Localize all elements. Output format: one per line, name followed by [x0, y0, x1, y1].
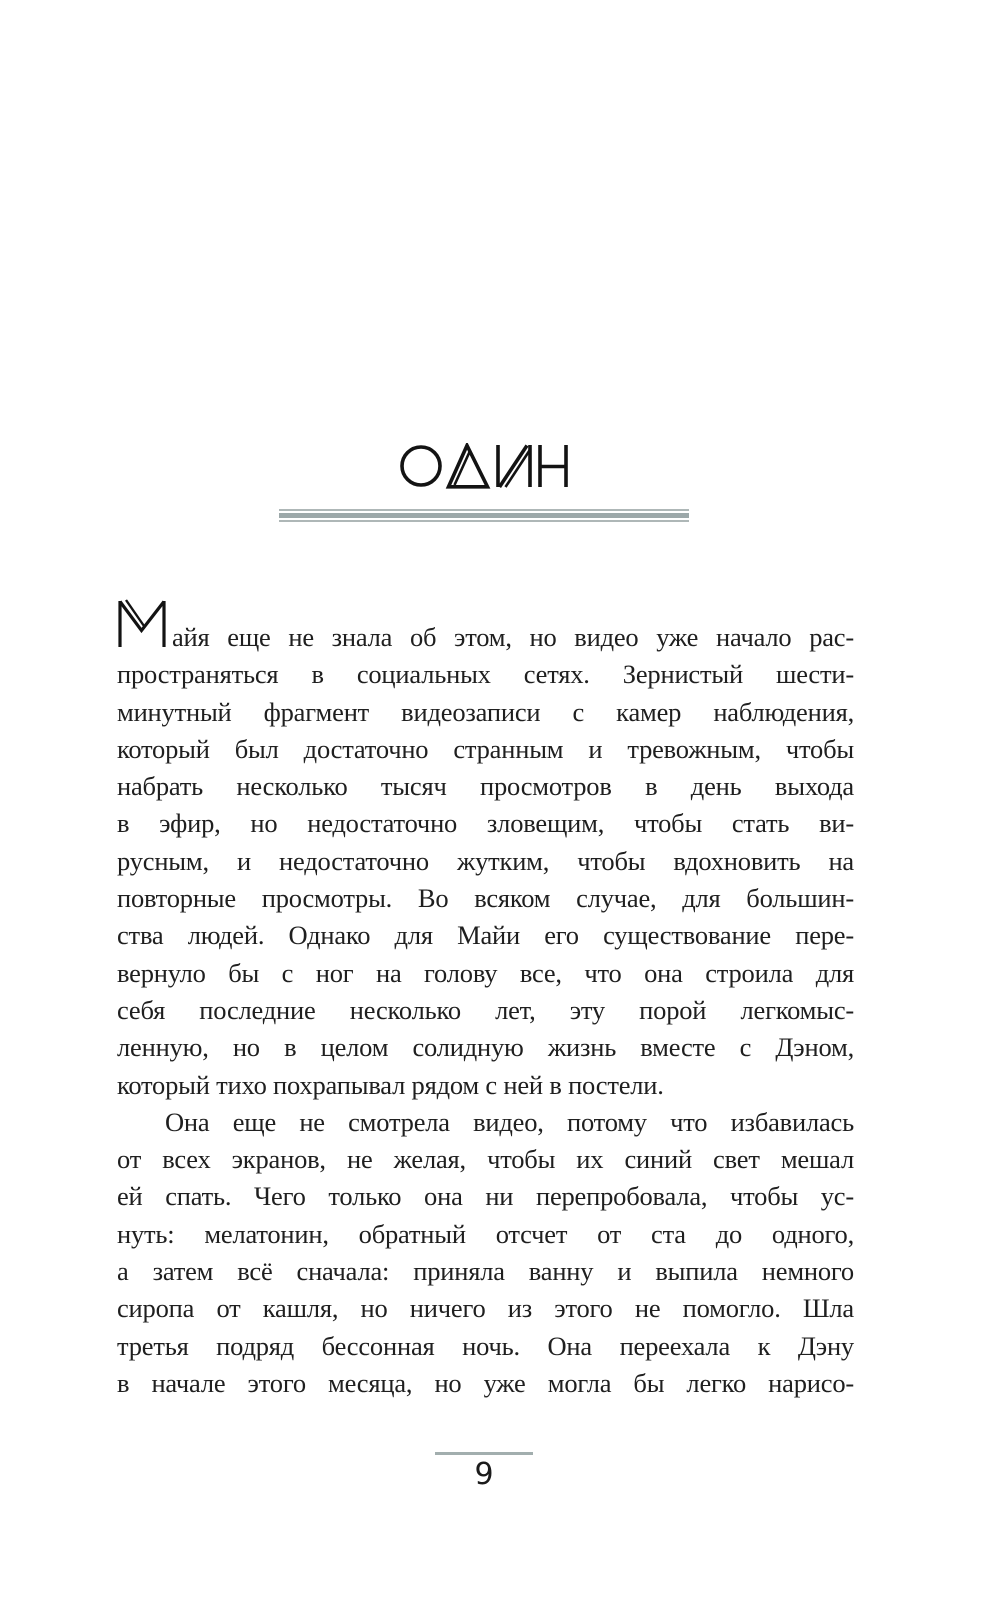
text-line: себя последние несколько лет, эту порой легкомыс-	[117, 994, 854, 1025]
text-line: от всех экранов, не желая, чтобы их синий свет мешал	[117, 1144, 854, 1175]
divider-line-top	[279, 509, 689, 511]
text-line: ства людей. Однако для Майи его существование пере-	[117, 920, 854, 951]
text-line: вернуло бы с ног на голову все, что она строила для	[117, 957, 854, 988]
text-line: минутный фрагмент видеозаписи с камер наблюдения,	[117, 696, 854, 727]
text-line: набрать несколько тысяч просмотров в день выхода	[117, 771, 854, 802]
divider-line-bottom	[279, 520, 689, 522]
text-line: пространяться в социальных сетях. Зернистый шести-	[117, 659, 854, 690]
text-line: русным, и недостаточно жутким, чтобы вдохновить на	[117, 845, 854, 876]
page-number: 9	[474, 1457, 494, 1492]
text-line: а затем всё сначала: приняла ванну и выпила немного	[117, 1256, 854, 1287]
divider-line-middle	[279, 513, 689, 518]
text-line: третья подряд бессонная ночь. Она переехала к Дэну	[117, 1330, 854, 1361]
body-text	[117, 619, 854, 1402]
footer-rule	[435, 1452, 533, 1455]
chapter-title-lettering	[400, 443, 568, 489]
text-line: ей спать. Чего только она ни перепробовала, чтобы ус-	[117, 1181, 854, 1212]
text-line: повторные просмотры. Во всяком случае, для большин-	[117, 883, 854, 914]
text-line: в эфир, но недостаточно зловещим, чтобы стать ви-	[117, 808, 854, 839]
text-line: нуть: мелатонин, обратный отсчет от ста до одного,	[117, 1218, 854, 1249]
text-line: который тихо похрапывал рядом с ней в постели.	[117, 1069, 664, 1100]
text-line: Она еще не смотрела видео, потому что избавилась	[165, 1106, 854, 1137]
text-line: в начале этого месяца, но уже могла бы легко нарисо-	[117, 1367, 854, 1398]
drop-cap-lettering	[117, 599, 167, 647]
text-line: ленную, но в целом солидную жизнь вместе с Дэном,	[117, 1032, 854, 1063]
text-line: айя еще не знала об этом, но видео уже начало рас-	[172, 622, 854, 652]
chapter-divider	[279, 509, 689, 522]
chapter-title	[400, 443, 568, 489]
text-line: который был достаточно странным и тревожным, чтобы	[117, 733, 854, 764]
text-line: сиропа от кашля, но ничего из этого не помогло. Шла	[117, 1293, 854, 1324]
drop-cap	[117, 599, 167, 647]
